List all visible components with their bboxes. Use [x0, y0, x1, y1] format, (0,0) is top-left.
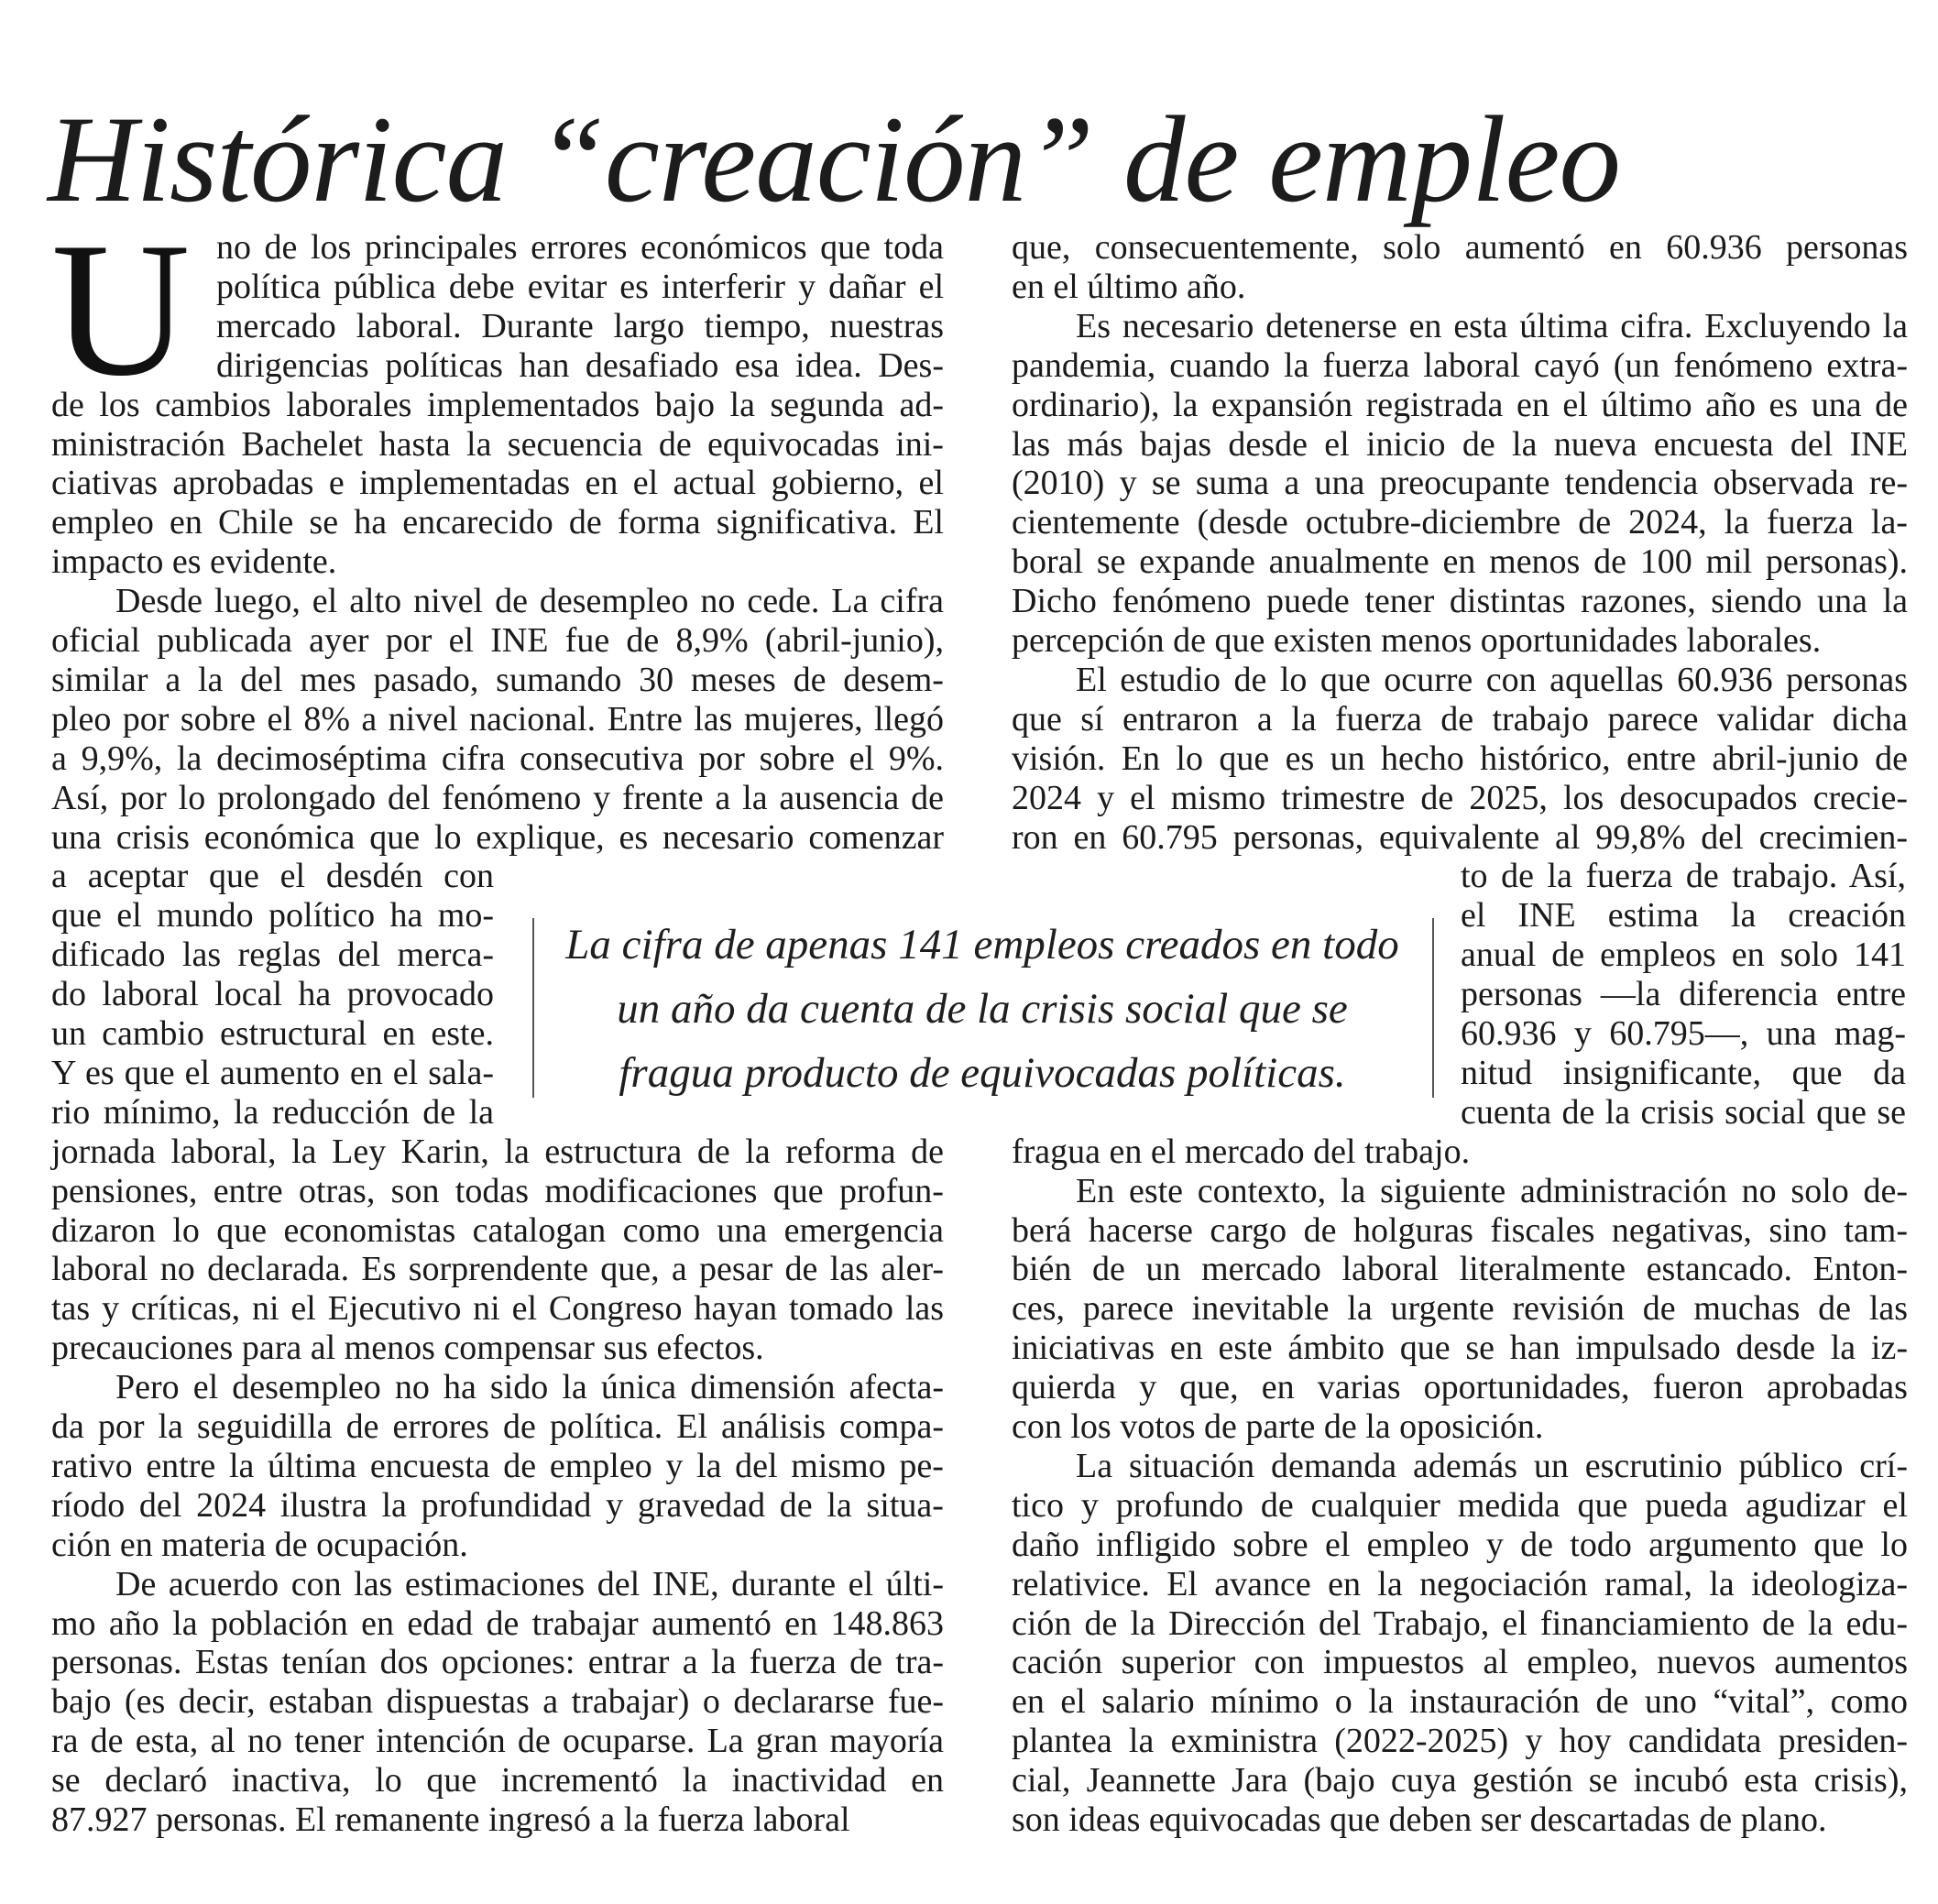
text-line: tico y profundo de cualquier medida que pueda agudizar el: [1012, 1485, 1908, 1525]
text-line: ministración Bachelet hasta la secuencia de equivocadas ini-: [51, 424, 944, 464]
text-line: ordinario), la expansión registrada en el último año es una de: [1012, 385, 1909, 424]
text-line: 87.927 personas. El remanente ingresó a la fuerza laboral: [51, 1800, 850, 1839]
text-line: relativice. El avance en la negociación ramal, la ideologiza-: [1012, 1564, 1909, 1603]
text-line: cial, Jeannette Jara (bajo cuya gestión se incubó esta crisis),: [1012, 1761, 1908, 1800]
text-line: una crisis económica que lo explique, es necesario comenzar: [51, 817, 945, 857]
text-line: las más bajas desde el inicio de la nueva encuesta del INE: [1012, 424, 1908, 464]
text-line: laboral no declarada. Es sorprendente que, a pesar de las aler-: [51, 1250, 945, 1289]
text-line: similar a la del mes pasado, sumando 30 meses de desem-: [51, 660, 944, 699]
pull-quote-rule-right: [1432, 918, 1434, 1098]
text-line: Así, por lo prolongado del fenómeno y frente a la ausencia de: [51, 778, 944, 817]
text-line: que el mundo político ha mo-: [51, 896, 494, 936]
text-line: dificado las reglas del merca-: [51, 936, 494, 975]
text-line: ríodo del 2024 ilustra la profundidad y gravedad de la situa-: [51, 1485, 944, 1525]
text-line: en el último año.: [1012, 267, 1246, 306]
text-line: precauciones para al menos compensar sus efectos.: [51, 1329, 764, 1368]
text-line: rio mínimo, la reducción de la: [51, 1092, 495, 1132]
text-line: dizaron lo que economistas catalogan como una emergencia: [51, 1210, 945, 1250]
text-line: no de los principales errores económicos que toda: [216, 228, 944, 267]
text-line: el INE estima la creación: [1461, 896, 1906, 936]
text-line: a 9,9%, la decimoséptima cifra consecutiva por sobre el 9%.: [51, 739, 944, 778]
text-line: que sí entraron a la fuerza de trabajo parece validar dicha: [1012, 699, 1908, 739]
text-line: visión. En lo que es un hecho histórico, entre abril-junio de: [1012, 739, 1909, 778]
text-line: En este contexto, la siguiente administración no solo de-: [1076, 1171, 1909, 1210]
pull-quote-line: fragua producto de equivocadas políticas.: [619, 1049, 1346, 1097]
text-line: El estudio de lo que ocurre con aquellas 60.936 personas: [1076, 660, 1909, 699]
text-line: ción de la Dirección del Trabajo, el financiamiento de la edu-: [1012, 1603, 1909, 1643]
text-line: bajo (es decir, estaban dispuestas a trabajar) o declararse fue-: [51, 1682, 945, 1722]
text-line: cientemente (desde octubre-diciembre de 2024, la fuerza la-: [1012, 503, 1908, 542]
text-line: tas y críticas, ni el Ejecutivo ni el Congreso hayan tomado las: [51, 1289, 945, 1329]
text-line: pandemia, cuando la fuerza laboral cayó (un fenómeno extra-: [1012, 345, 1909, 385]
text-line: ciativas aprobadas e implementadas en el actual gobierno, el: [51, 464, 944, 503]
text-line: oficial publicada ayer por el INE fue de 8,9% (abril-junio),: [51, 621, 945, 660]
text-line: quierda y que, en varias oportunidades, fueron aprobadas: [1012, 1368, 1908, 1407]
text-line: De acuerdo con las estimaciones del INE, durante el últi-: [115, 1564, 944, 1603]
text-line: (2010) y se suma a una preocupante tendencia observada re-: [1012, 464, 1908, 503]
pull-quote-rule-left: [532, 918, 534, 1098]
text-line: son ideas equivocadas que deben ser descartadas de plano.: [1012, 1800, 1827, 1839]
text-line: empleo en Chile se ha encarecido de forma significativa. El: [51, 503, 944, 542]
text-line: personas —la diferencia entre: [1461, 975, 1906, 1014]
text-line: berá hacerse cargo de holguras fiscales negativas, sino tam-: [1012, 1210, 1908, 1250]
text-line: se declaró inactiva, lo que incrementó la inactividad en: [51, 1761, 944, 1800]
text-line: ra de esta, al no tener intención de ocuparse. La gran mayoría: [51, 1722, 945, 1761]
text-line: ción en materia de ocupación.: [51, 1525, 468, 1564]
text-line: anual de empleos en solo 141: [1461, 936, 1907, 975]
text-line: impacto es evidente.: [51, 542, 337, 582]
text-line: boral se expande anualmente en menos de 100 mil personas).: [1012, 542, 1909, 582]
text-line: con los votos de parte de la oposición.: [1012, 1407, 1544, 1446]
text-line: fragua en el mercado del trabajo.: [1012, 1132, 1471, 1171]
text-line: Dicho fenómeno puede tener distintas razones, siendo una la: [1012, 582, 1909, 621]
text-line: Es necesario detenerse en esta última cifra. Excluyendo la: [1076, 306, 1909, 345]
text-line: iniciativas en este ámbito que se han impulsado desde la iz-: [1012, 1329, 1908, 1368]
text-line: personas. Estas tenían dos opciones: entrar a la fuerza de tra-: [51, 1643, 945, 1682]
headline: Histórica “creación” de empleo: [48, 92, 1620, 228]
text-line: política pública debe evitar es interferir y dañar el: [216, 267, 945, 306]
text-line: de los cambios laborales implementados bajo la segunda ad-: [51, 385, 944, 424]
text-line: La situación demanda además un escrutinio público crí-: [1076, 1446, 1909, 1485]
text-line: jornada laboral, la Ley Karin, la estructura de la reforma de: [51, 1132, 945, 1171]
text-line: daño infligido sobre el empleo y de todo argumento que lo: [1012, 1525, 1908, 1564]
text-line: da por la seguidilla de errores de política. El análisis compa-: [51, 1407, 944, 1446]
text-line: Desde luego, el alto nivel de desempleo no cede. La cifra: [115, 582, 945, 621]
text-line: dirigencias políticas han desafiado esa idea. Des-: [216, 345, 944, 385]
text-line: a aceptar que el desdén con: [51, 857, 494, 896]
pull-quote-line: un año da cuenta de la crisis social que se: [617, 985, 1348, 1033]
text-line: que, consecuentemente, solo aumentó en 60.936 personas: [1012, 228, 1909, 267]
drop-cap: U: [51, 203, 191, 416]
text-line: 2024 y el mismo trimestre de 2025, los desocupados crecie-: [1012, 778, 1908, 817]
text-line: nitud insignificante, que da: [1461, 1053, 1906, 1092]
text-line: mercado laboral. Durante largo tiempo, nuestras: [216, 306, 945, 345]
text-line: pleo por sobre el 8% a nivel nacional. Entre las mujeres, llegó: [51, 699, 944, 739]
text-line: percepción de que existen menos oportunidades laborales.: [1012, 621, 1822, 660]
text-line: pensiones, entre otras, son todas modificaciones que profun-: [51, 1171, 944, 1210]
text-line: 60.936 y 60.795—, una mag-: [1461, 1014, 1907, 1053]
text-line: do laboral local ha provocado: [51, 975, 495, 1014]
pull-quote-line: La cifra de apenas 141 empleos creados en todo: [565, 921, 1399, 968]
text-line: cuenta de la crisis social que se: [1461, 1092, 1906, 1132]
text-line: rativo entre la última encuesta de empleo y la del mismo pe-: [51, 1446, 944, 1485]
text-line: en el salario mínimo o la instauración de uno “vital”, como: [1012, 1682, 1909, 1722]
text-line: ron en 60.795 personas, equivalente al 99,8% del crecimien-: [1012, 817, 1909, 857]
text-line: Y es que el aumento en el sala-: [51, 1053, 494, 1092]
text-line: cación superior con impuestos al empleo, nuevos aumentos: [1012, 1643, 1909, 1682]
text-line: mo año la población en edad de trabajar aumentó en 148.863: [51, 1603, 944, 1643]
text-line: Pero el desempleo no ha sido la única dimensión afecta-: [115, 1368, 944, 1407]
text-line: plantea la exministra (2022-2025) y hoy candidata presiden-: [1012, 1722, 1909, 1761]
text-line: un cambio estructural en este.: [51, 1014, 494, 1053]
text-line: ces, parece inevitable la urgente revisión de muchas de las: [1012, 1289, 1909, 1329]
text-line: to de la fuerza de trabajo. Así,: [1461, 857, 1906, 896]
text-line: bién de un mercado laboral literalmente estancado. Enton-: [1012, 1250, 1909, 1289]
